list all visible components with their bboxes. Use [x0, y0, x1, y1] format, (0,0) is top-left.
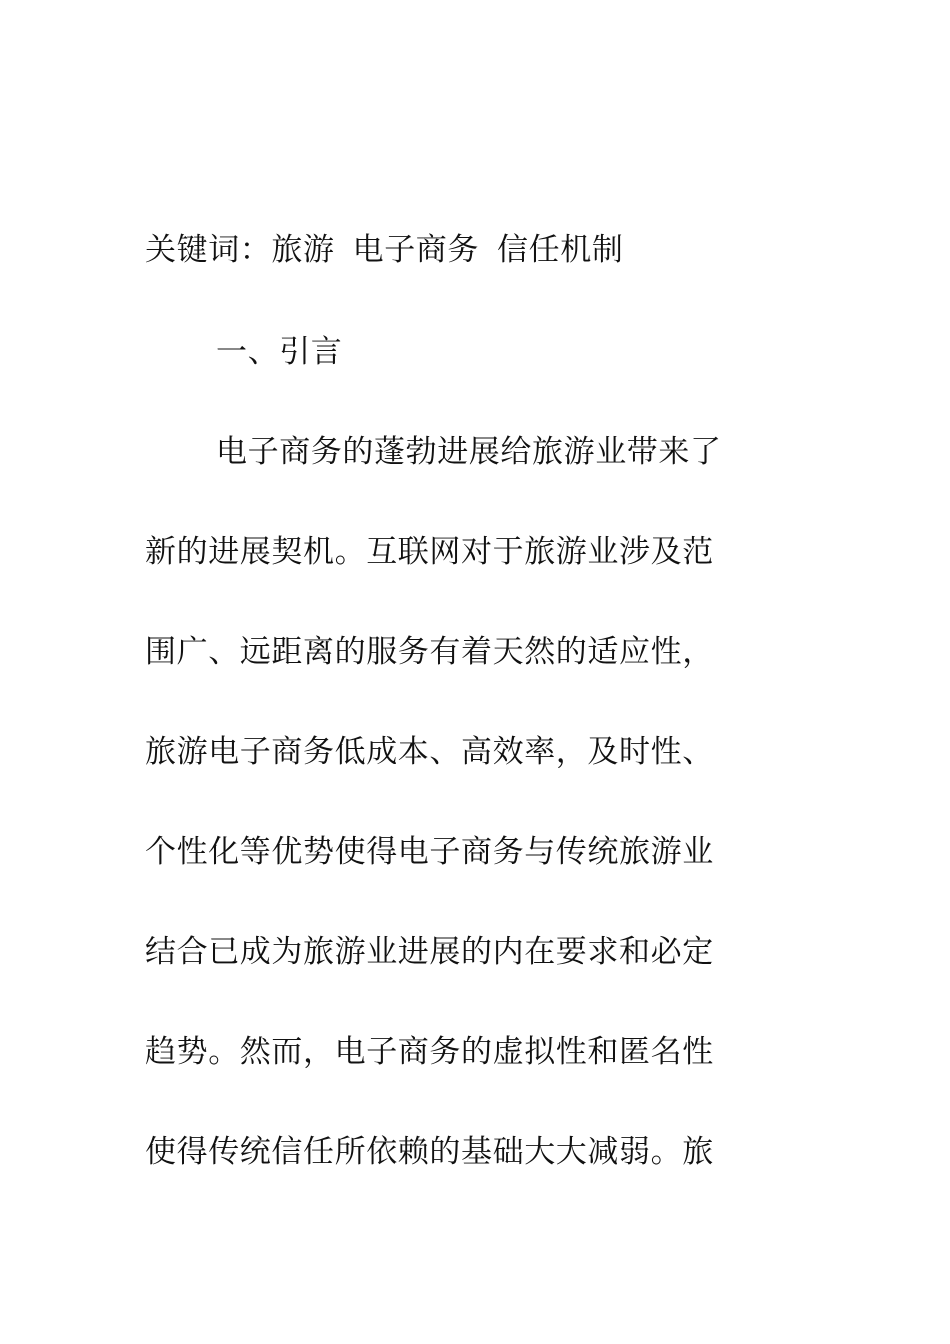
- paragraph-line: 趋势。然而，电子商务的虚拟性和匿名性: [145, 1034, 714, 1070]
- paragraph-line: 旅游电子商务低成本、高效率，及时性、: [145, 734, 714, 770]
- paragraph-line: 个性化等优势使得电子商务与传统旅游业: [145, 834, 714, 870]
- paragraph-line: 使得传统信任所依赖的基础大大减弱。旅: [145, 1134, 714, 1170]
- paragraph-line: 围广、远距离的服务有着天然的适应性，: [145, 634, 714, 670]
- keyword-term: 电子商务: [352, 232, 480, 268]
- keyword-term: 信任机制: [497, 232, 624, 268]
- keyword-term: 旅游: [271, 232, 335, 268]
- section-heading: 一、引言: [216, 334, 343, 370]
- keywords-label: 关键词：: [145, 232, 272, 268]
- keywords-line: [145, 230, 805, 270]
- paragraph-line: 结合已成为旅游业进展的内在要求和必定: [145, 934, 714, 970]
- paragraph-line: 电子商务的蓬勃进展给旅游业带来了: [216, 434, 722, 470]
- paragraph-line: 新的进展契机。互联网对于旅游业涉及范: [145, 534, 714, 570]
